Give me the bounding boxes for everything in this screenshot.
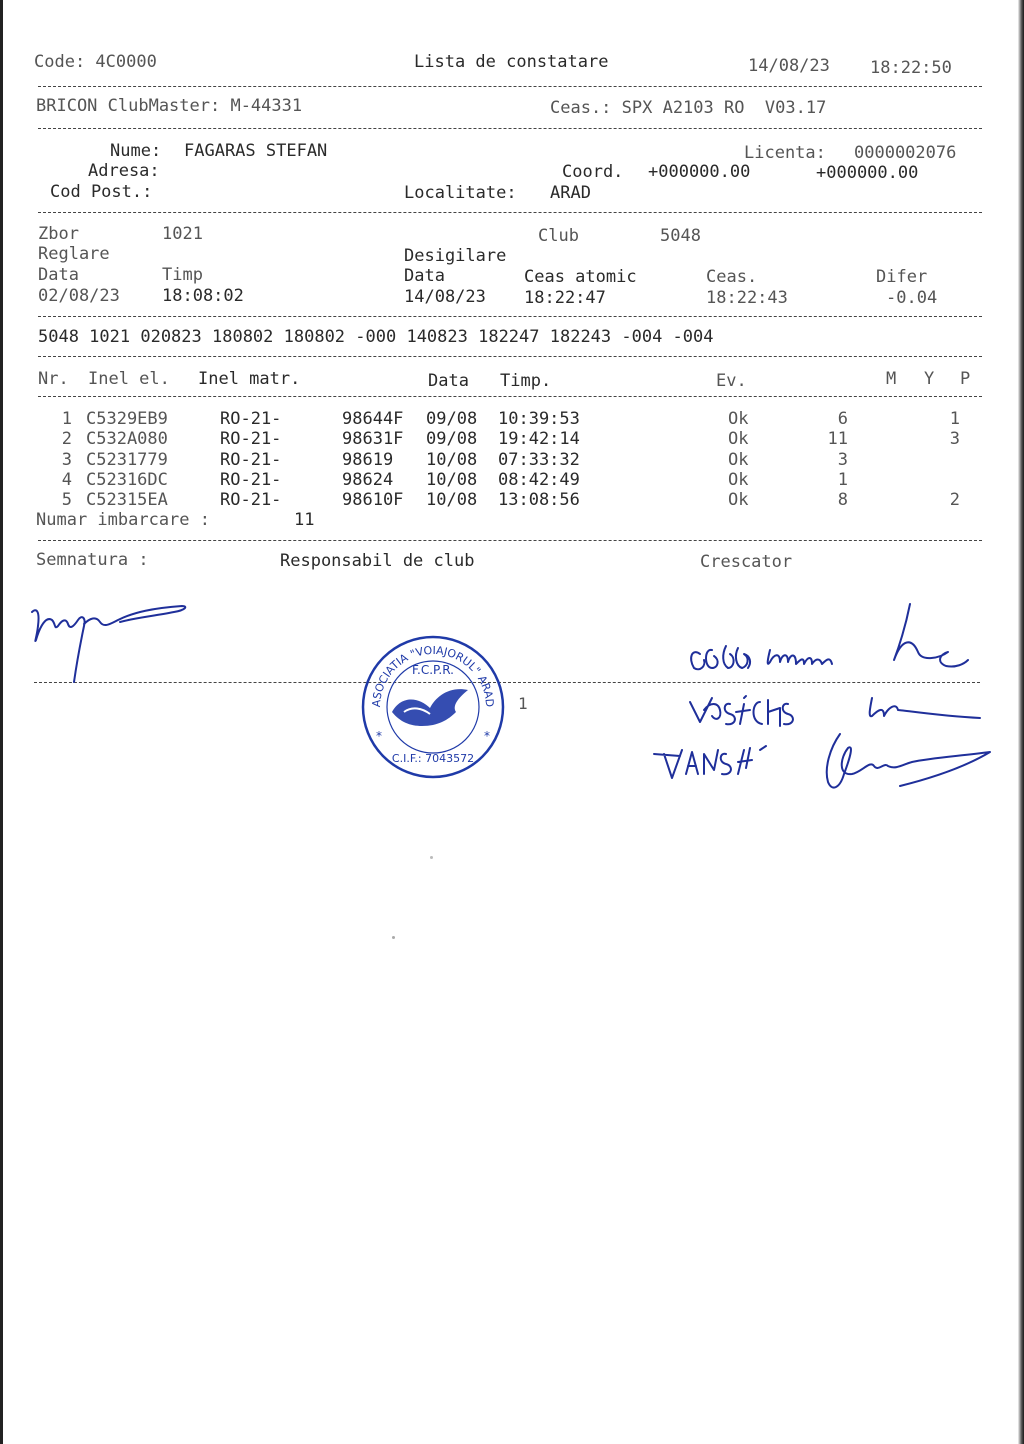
row-timp: 13:08:56	[498, 490, 580, 510]
row-prefix: RO-21-	[220, 470, 282, 490]
divider	[38, 316, 982, 317]
row-prefix: RO-21-	[220, 450, 282, 470]
paper-speck	[430, 856, 433, 859]
divider	[38, 396, 982, 397]
row-nr: 5	[61, 490, 72, 510]
row-inel-el: C52315EA	[86, 490, 168, 510]
divider	[38, 128, 982, 129]
divider	[38, 86, 982, 87]
col-timp: Timp.	[500, 371, 552, 391]
row-p: 1	[949, 409, 960, 429]
row-prefix: RO-21-	[220, 429, 282, 449]
crescator-label: Crescator	[700, 552, 793, 572]
row-prefix: RO-21-	[220, 409, 282, 429]
licenta-value: 0000002076	[854, 143, 957, 163]
row-m: 6	[837, 409, 848, 429]
coord-label: Coord.	[562, 162, 624, 182]
code-label: Code: 4C0000	[34, 52, 157, 72]
dove-icon	[392, 689, 468, 726]
responsabil-label: Responsabil de club	[280, 551, 475, 571]
table-row	[0, 409, 1024, 429]
row-m: 1	[837, 470, 848, 490]
row-data: 10/08	[426, 470, 478, 490]
print-date: 14/08/23	[748, 56, 830, 76]
row-ev: Ok	[728, 409, 749, 429]
col-p: P	[960, 369, 971, 389]
ceas-label: Ceas.	[706, 267, 758, 287]
row-data: 09/08	[426, 409, 478, 429]
association-stamp	[360, 634, 506, 780]
table-row	[0, 429, 1024, 449]
row-p: 3	[949, 429, 960, 449]
col-data: Data	[428, 371, 469, 391]
page-number: 1	[518, 694, 528, 713]
reglare-data-label: Data	[38, 265, 79, 285]
breeder-signatures	[640, 598, 1010, 804]
star-icon: *	[376, 729, 382, 743]
row-m: 3	[837, 450, 848, 470]
difer-label: Difer	[876, 267, 928, 287]
row-inel-el: C52316DC	[86, 470, 168, 490]
print-time: 18:22:50	[870, 58, 952, 78]
desigilare-label: Desigilare	[404, 246, 507, 266]
club-label: Club	[538, 226, 579, 246]
page-edge-left	[0, 0, 3, 1444]
table-row	[0, 470, 1024, 490]
numar-imbarcare-label: Numar imbarcare :	[36, 510, 210, 530]
row-timp: 08:42:49	[498, 470, 580, 490]
divider	[38, 356, 982, 357]
reglare-time: 18:08:02	[162, 286, 244, 306]
ceas-atomic-label: Ceas atomic	[524, 267, 637, 287]
row-nr: 1	[61, 409, 72, 429]
desig-clock-time: 18:22:43	[706, 288, 788, 308]
row-nr: 2	[61, 429, 72, 449]
difer-value: -0.04	[886, 288, 938, 308]
row-m: 11	[827, 429, 848, 449]
paper-speck	[392, 936, 395, 939]
reglare-timp-label: Timp	[162, 265, 203, 285]
semnatura-label: Semnatura :	[36, 550, 149, 570]
coord-y: +000000.00	[816, 163, 919, 183]
row-matr: 98644F	[342, 409, 404, 429]
desig-date: 14/08/23	[404, 287, 486, 307]
col-inel-el: Inel el.	[88, 369, 170, 389]
star-icon: *	[484, 729, 490, 743]
row-inel-el: C5231779	[86, 450, 168, 470]
col-y: Y	[924, 369, 935, 389]
row-ev: Ok	[728, 429, 749, 449]
nume-label: Nume:	[110, 141, 162, 161]
document-title: Lista de constatare	[414, 52, 609, 72]
adresa-label: Adresa:	[88, 161, 160, 181]
desig-atomic-time: 18:22:47	[524, 288, 606, 308]
row-p: 2	[949, 490, 960, 510]
row-timp: 19:42:14	[498, 429, 580, 449]
divider	[38, 540, 982, 541]
localitate-label: Localitate:	[404, 183, 517, 203]
col-nr: Nr.	[38, 369, 69, 389]
row-matr: 98624	[342, 470, 394, 490]
row-inel-el: C5329EB9	[86, 409, 168, 429]
row-matr: 98631F	[342, 429, 404, 449]
row-data: 10/08	[426, 490, 478, 510]
row-nr: 3	[61, 450, 72, 470]
row-data: 09/08	[426, 429, 478, 449]
table-row	[0, 450, 1024, 470]
reglare-date: 02/08/23	[38, 286, 120, 306]
club-value: 5048	[660, 226, 701, 246]
row-ev: Ok	[728, 470, 749, 490]
row-prefix: RO-21-	[220, 490, 282, 510]
stamp-top-text: ASOCIATIA "VOIAJORUL" ARAD	[369, 643, 497, 708]
zbor-label: Zbor	[38, 224, 79, 244]
col-m: M	[886, 369, 897, 389]
table-row	[0, 490, 1024, 510]
row-ev: Ok	[728, 450, 749, 470]
row-timp: 10:39:53	[498, 409, 580, 429]
desig-data-label: Data	[404, 266, 445, 286]
clock-id: Ceas.: SPX A2103 RO V03.17	[550, 98, 827, 118]
page-edge-right	[1018, 0, 1024, 1444]
row-ev: Ok	[728, 490, 749, 510]
code-line: 5048 1021 020823 180802 180802 -000 140823 182247 182243 -004 -004	[38, 327, 714, 347]
cod-post-label: Cod Post.:	[50, 182, 153, 202]
row-matr: 98610F	[342, 490, 404, 510]
localitate-value: ARAD	[550, 183, 591, 203]
col-inel-matr: Inel matr.	[198, 369, 301, 389]
row-inel-el: C532A080	[86, 429, 168, 449]
owner-name: FAGARAS STEFAN	[184, 141, 328, 161]
clubmaster-id: BRICON ClubMaster: M-44331	[36, 96, 303, 116]
stamp-cif: C.I.F.: 7043572	[391, 752, 475, 765]
row-m: 8	[837, 490, 848, 510]
zbor-value: 1021	[162, 224, 203, 244]
club-signature	[24, 596, 204, 688]
divider	[38, 212, 982, 213]
reglare-label: Reglare	[38, 244, 110, 264]
row-matr: 98619	[342, 450, 394, 470]
licenta-label: Licenta:	[744, 143, 826, 163]
coord-x: +000000.00	[648, 162, 751, 182]
numar-imbarcare-value: 11	[294, 510, 315, 530]
stamp-org: F.C.P.R.	[412, 663, 454, 677]
col-ev: Ev.	[716, 371, 747, 391]
row-data: 10/08	[426, 450, 478, 470]
row-timp: 07:33:32	[498, 450, 580, 470]
row-nr: 4	[61, 470, 72, 490]
